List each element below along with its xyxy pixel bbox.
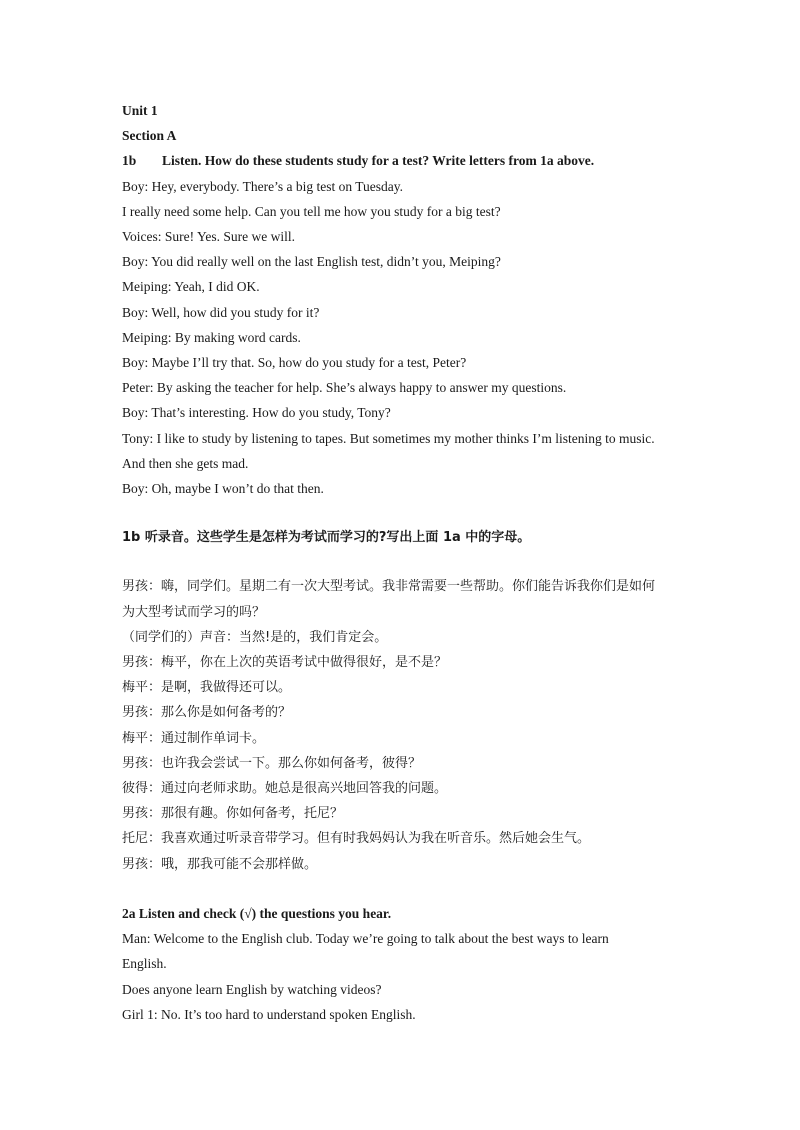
transcript-line: Boy: Well, how did you study for it? xyxy=(122,304,320,320)
transcript-line: 托尼：我喜欢通过听录音带学习。但有时我妈妈认为我在听音乐。然后她会生气。 xyxy=(122,831,591,847)
spacer xyxy=(122,550,692,574)
transcript-line: （同学们的）声音：当然!是的，我们肯定会。 xyxy=(122,629,388,645)
exercise-1b-chinese-transcript xyxy=(122,574,692,876)
section-title: Section A xyxy=(122,128,177,144)
exercise-1b-instruction: Listen. How do these students study for a test? Write letters from 1a above. xyxy=(162,153,595,169)
document-page xyxy=(122,98,692,1027)
transcript-line: 彼得：通过向老师求助。她总是很高兴地回答我的问题。 xyxy=(122,781,448,797)
exercise-2a-transcript xyxy=(122,926,692,1027)
transcript-line: And then she gets mad. xyxy=(122,455,249,471)
spacer xyxy=(122,877,692,901)
exercise-1b-chinese-heading: 1b 听录音。这些学生是怎样为考试而学习的?写出上面 1a 中的字母。 xyxy=(122,530,531,546)
transcript-line: Girl 1: No. It’s too hard to understand spoken English. xyxy=(122,1006,416,1022)
transcript-line: 梅平：是啊，我做得还可以。 xyxy=(122,680,292,696)
transcript-line: Meiping: Yeah, I did OK. xyxy=(122,279,260,295)
transcript-line: Boy: You did really well on the last English test, didn’t you, Meiping? xyxy=(122,254,501,270)
exercise-1b-heading xyxy=(122,148,692,173)
exercise-1b-number: 1b xyxy=(122,153,137,169)
transcript-line: 男孩：嗨，同学们。星期二有一次大型考试。我非常需要一些帮助。你们能告诉我你们是如何 xyxy=(122,579,656,595)
exercise-1b-transcript xyxy=(122,174,692,502)
transcript-line: 男孩：也许我会尝试一下。那么你如何备考，彼得？ xyxy=(122,755,422,771)
transcript-line: 男孩：那么你是如何备考的？ xyxy=(122,705,292,721)
transcript-line: 梅平：通过制作单词卡。 xyxy=(122,730,266,746)
transcript-line: Meiping: By making word cards. xyxy=(122,329,301,345)
transcript-line: Boy: That’s interesting. How do you study, Tony? xyxy=(122,405,391,421)
transcript-line: 男孩：梅平，你在上次的英语考试中做得很好，是不是？ xyxy=(122,655,448,671)
transcript-line: Peter: By asking the teacher for help. She’s always happy to answer my questions. xyxy=(122,380,567,396)
unit-title: Unit 1 xyxy=(122,103,158,118)
transcript-line: English. xyxy=(122,956,167,972)
transcript-line: Voices: Sure! Yes. Sure we will. xyxy=(122,229,295,245)
transcript-line: Tony: I like to study by listening to tapes. But sometimes my mother thinks I’m listening to music. xyxy=(122,430,655,446)
transcript-line: 男孩：那很有趣。你如何备考，托尼？ xyxy=(122,806,344,822)
transcript-line: 为大型考试而学习的吗？ xyxy=(122,604,266,620)
transcript-line: Man: Welcome to the English club. Today we’re going to talk about the best ways to learn xyxy=(122,931,609,947)
transcript-line: I really need some help. Can you tell me how you study for a big test? xyxy=(122,203,501,219)
exercise-2a-heading: 2a Listen and check (√) the questions you hear. xyxy=(122,905,392,921)
transcript-line: Boy: Hey, everybody. There’s a big test on Tuesday. xyxy=(122,178,403,194)
transcript-line: Boy: Oh, maybe I won’t do that then. xyxy=(122,481,324,497)
spacer xyxy=(122,501,692,525)
transcript-line: Boy: Maybe I’ll try that. So, how do you study for a test, Peter? xyxy=(122,355,467,371)
transcript-line: Does anyone learn English by watching videos? xyxy=(122,981,382,997)
transcript-line: 男孩：哦，那我可能不会那样做。 xyxy=(122,856,318,872)
